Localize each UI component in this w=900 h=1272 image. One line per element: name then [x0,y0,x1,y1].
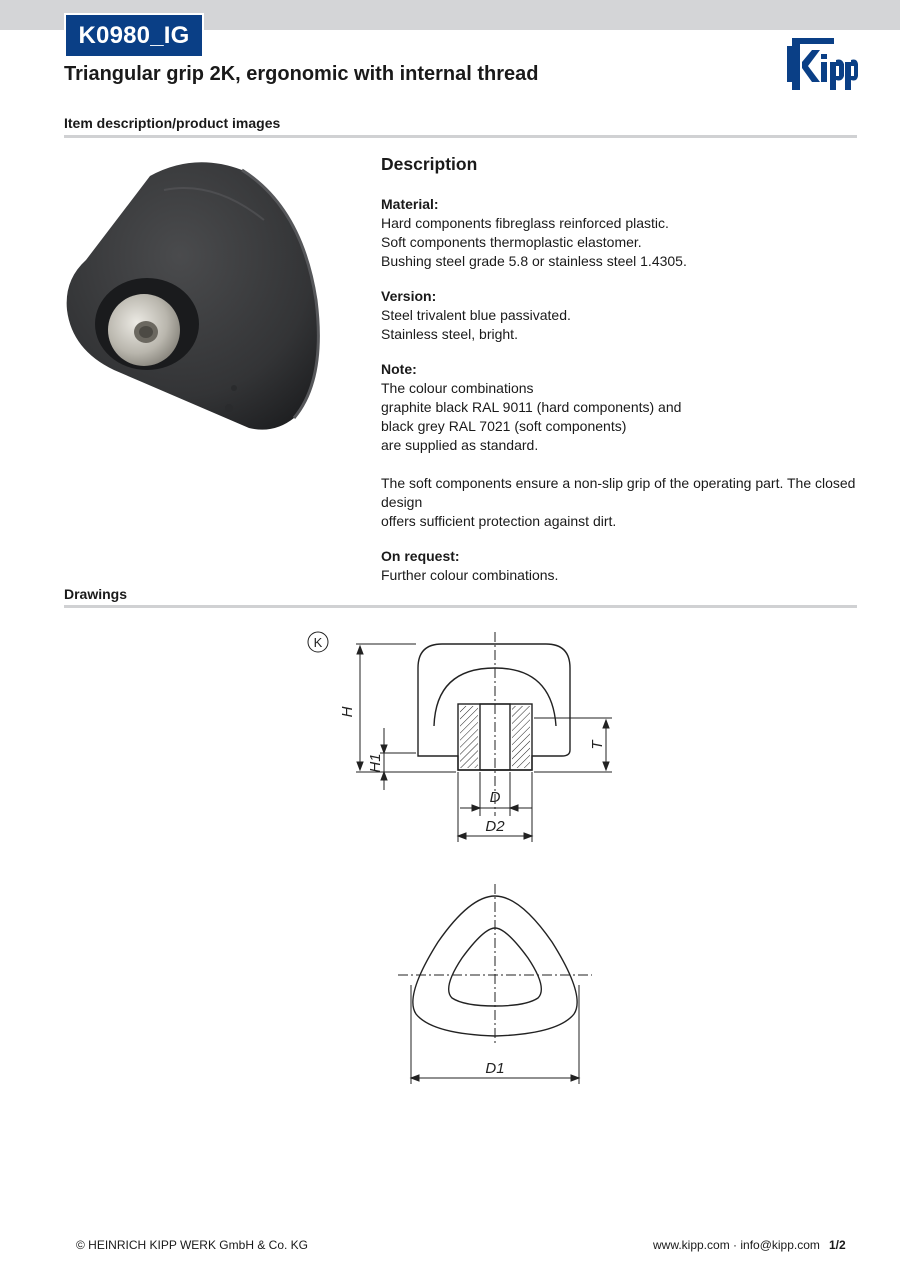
label-t: T [589,740,606,750]
label-k: K [313,635,323,650]
label-h: H [339,706,356,718]
technical-drawing [290,620,630,1100]
material-label: Material: [381,196,439,212]
section-heading-item-description: Item description/product images [64,115,281,131]
description-panel [381,152,861,601]
section-heading-drawings: Drawings [64,586,128,602]
request-label: On request: [381,548,460,564]
page-title: Triangular grip 2K, ergonomic with internal thread [64,63,539,85]
request-line: Further colour combinations. [381,567,559,583]
kipp-logo [784,36,858,92]
note-line: are supplied as standard. [381,437,539,453]
label-d1: D1 [485,1060,505,1077]
version-block [381,287,861,344]
footer-contact[interactable]: www.kipp.com · info@kipp.com [653,1238,820,1252]
label-d: D [489,789,501,806]
page-number: 1/2 [829,1238,846,1252]
note-line: The colour combinations [381,380,534,396]
note-block [381,360,861,455]
version-line: Stainless steel, bright. [381,326,518,342]
note-line: black grey RAL 7021 (soft components) [381,418,627,434]
note-paragraph [381,474,861,531]
note-label: Note: [381,361,417,377]
note-line: graphite black RAL 9011 (hard components) and [381,399,682,415]
footer-copyright: © HEINRICH KIPP WERK GmbH & Co. KG [76,1238,308,1252]
label-h1: H1 [367,753,384,773]
note-paragraph-line: The soft components ensure a non-slip grip of the operating part. The closed design [381,475,856,510]
material-block [381,195,861,271]
description-heading: Description [381,154,478,174]
request-block [381,547,861,585]
note-paragraph-line: offers sufficient protection against dirt. [381,513,617,529]
material-line: Hard components fibreglass reinforced plastic. [381,215,669,231]
label-d2: D2 [485,818,505,835]
material-line: Bushing steel grade 5.8 or stainless steel 1.4305. [381,253,687,269]
version-line: Steel trivalent blue passivated. [381,307,571,323]
grip-outer-profile [418,644,570,770]
article-code: K0980_IG [64,13,204,58]
section-rule [64,135,857,138]
section-rule [64,605,857,608]
material-line: Soft components thermoplastic elastomer. [381,234,642,250]
version-label: Version: [381,288,437,304]
product-photo [64,150,324,435]
